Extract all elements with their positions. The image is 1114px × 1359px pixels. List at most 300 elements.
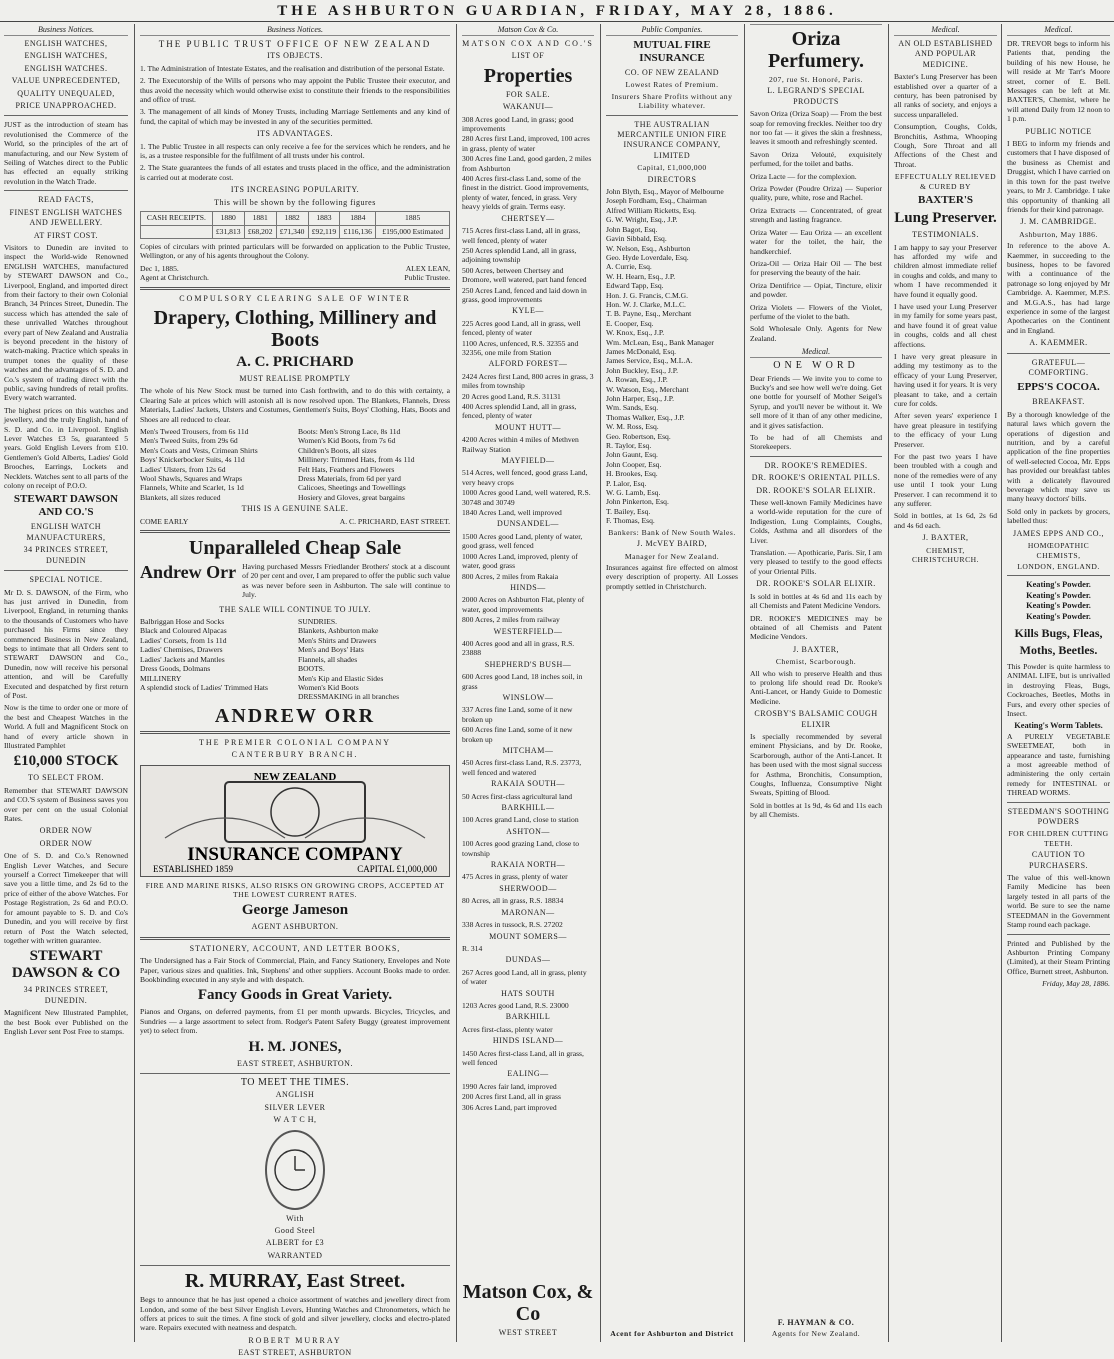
firm-name: JAMES EPPS AND CO.,: [1012, 528, 1105, 538]
ad-title: THE PUBLIC TRUST OFFICE OF NEW ZEALAND: [158, 39, 432, 49]
district-heading: HINDS ISLAND—: [492, 1036, 564, 1046]
signature: Public Trustee.: [404, 273, 450, 283]
ad-line: ANGLISH: [275, 1090, 315, 1100]
ad-paragraph: Oriza Powder (Poudre Oriza) — Superior quality, pure, white, rose and Rachel.: [750, 184, 882, 203]
ad-subtitle: TESTIMONIALS.: [912, 230, 979, 240]
ad-paragraph: One of S. D. and Co.'s Renowned English Lever Watches, and Secure yourself a Correct Timekeeper that will save you a little time, and 2s 6d to the price of either of the above Watches. For Postage Registration, 2s 6d and P.O.O. for amount payable to S. D. and Co's Dunedin, and you will receive by first return of Post the Watch selected, together with written guarantee.: [4, 851, 128, 945]
ad-line: Good Steel: [274, 1226, 316, 1236]
ad-subtitle: DR. ROOKE'S SOLAR ELIXIR.: [756, 485, 876, 495]
masthead: THE ASHBURTON GUARDIAN, FRIDAY, MAY 28, 1886.: [0, 0, 1114, 22]
ad-subtitle: DR. ROOKE'S ORIENTAL PILLS.: [751, 473, 881, 483]
ad-paragraph: Visitors to Dunedin are invited to inspect the World-wide Renowned ENGLISH WATCHES, manufactured by STEWART DAWSON and Co., Liverpool, England, and imported direct from their factory to their own Colonial Branch, 34 Princes Street, Dunedin. The success which has attended the sale of these unrivalled Watches throughout every part of New Zealand and Australia is beyond precedent in the history of watch-making. Practice which speaks in trumpet tones the quality of these watches and the advantages of S. D. and Co.'s system of trading direct with the public, saving hundreds of retail profits. Every watch warranted.: [4, 242, 128, 403]
firm-name: Matson Cox, & Co: [462, 1281, 594, 1325]
district-heading: EALING—: [507, 1069, 549, 1079]
ad-subtitle: ITS ADVANTAGES.: [256, 129, 334, 139]
ad-name: Andrew Orr: [140, 562, 237, 583]
section-header: Business Notices.: [4, 24, 128, 36]
list-item: 475 Acres in grass, plenty of water: [462, 872, 568, 882]
table-cell: [141, 225, 213, 238]
ad-date: Dec 1, 1885.: [140, 263, 179, 273]
list-item: 2424 Acres first Land, 800 acres in grass, 3 miles from township: [462, 371, 594, 391]
divider: [140, 287, 450, 290]
ad-paragraph: Magnificent New Illustrated Pamphlet, the best Book ever Published on the English Lever sent Post Free to stamps.: [4, 1008, 128, 1036]
ad-line: ALBERT for £3: [265, 1238, 325, 1248]
ad-paragraph: Oriza-Oil — Oriza Hair Oil — The best for preserving the beauty of the hair.: [750, 258, 882, 278]
ad-line: THIS IS A GENUINE SALE.: [241, 504, 349, 514]
ad-paragraph: Oriza Violets — Flowers of the Violet, perfume of the violet to the bath.: [750, 302, 882, 321]
ad-date: Ashburton, May 1886.: [1019, 229, 1098, 239]
district-heading: MOUNT HUTT—: [494, 422, 561, 432]
property-list: [462, 435, 594, 454]
ad-title: GRATEFUL—COMFORTING.: [1028, 357, 1089, 377]
ad-paragraph: 1. The Public Trustee in all respects can only receive a fee for the services which he renders, and he is, as a trustee responsible for the fulfilment of all trusts under his control.: [140, 141, 450, 161]
ad-title: PUBLIC NOTICE: [1025, 126, 1092, 136]
list-item: 600 Acres good Land, 18 inches soil, in grass: [462, 672, 583, 691]
agent-name: J. BAXTER,: [922, 533, 969, 543]
price-list: [140, 427, 450, 502]
ad-line: ENGLISH WATCHES,: [24, 39, 108, 48]
property-list: [462, 226, 594, 304]
property-list: [462, 372, 594, 421]
price-list-left: Balbriggan Hose and Socks Black and Coloured Alpacas Ladies' Corsets, from 1s 11d Ladies' Chemises, Drawers Ladies' Jackets and Mantles Dress Goods, Dolmans MILLINERY A splendid stock of Ladies' Trimmed Hats: [140, 617, 268, 692]
ad-line: Insurers Share Profits without any Liability whatever.: [611, 91, 733, 111]
divider: [1007, 934, 1110, 935]
ad-line: FOR SALE.: [505, 89, 551, 99]
list-item: 1203 Acres good Land, R.S. 23000: [462, 1000, 569, 1010]
ad-paragraph: Oriza Extracts — Concentrated, of great strength and lasting fragrance.: [750, 205, 882, 225]
property-list: [462, 944, 594, 953]
ad-subtitle: CAUTION TO PURCHASERS.: [1028, 850, 1089, 870]
list-item: 4200 Acres within 4 miles of Methven Railway Station: [462, 435, 579, 454]
receipts-table: [140, 211, 450, 239]
list-item: 100 Acres good grazing Land, close to township: [462, 839, 580, 858]
list-item: 306 Acres Land, part improved: [462, 1102, 557, 1112]
district-heading: BARKHILL—: [501, 803, 555, 813]
ad-paragraph: Translation. — Apothicarie, Paris. Sir, I am very pleased to testify to the good effects of your Oriental Pills.: [750, 548, 882, 576]
ad-line: COME EARLY: [140, 516, 189, 526]
table-cell: £31,813: [212, 225, 244, 238]
ad-line: FINEST ENGLISH WATCHES AND JEWELLERY.: [9, 207, 123, 228]
list-item: 200 Acres first Land, all in grass: [462, 1092, 561, 1102]
insurance-logo-graphic: [145, 768, 445, 874]
ad-subtitle: ITS INCREASING POPULARITY.: [230, 185, 360, 195]
table-cell: 1885: [376, 212, 450, 225]
ad-paragraph: JUST as the introduction of steam has revolutionised the Commerce of the World, so the principles of the art of manufacturing, and our New System of Seiling of Watches direct to the Public has effected an equally striking revolution in the Watch Trade.: [4, 120, 128, 186]
list-item: 80 Acres, all in grass, R.S. 18834: [462, 896, 564, 906]
ad-subtitle: DR. ROOKE'S SOLAR ELIXIR.: [756, 579, 876, 589]
ad-title: THE PREMIER COLONIAL COMPANY: [198, 737, 392, 747]
divider: [606, 115, 738, 116]
ad-line: ORDER NOW: [39, 826, 93, 836]
divider: [140, 1265, 450, 1266]
divider: [140, 530, 450, 533]
district-heading: WAKANUI—: [502, 102, 554, 112]
ad-title: CROSBY'S BALSAMIC COUGH ELIXIR: [754, 709, 878, 729]
table-cell: 1880: [212, 212, 244, 225]
property-list: [462, 839, 594, 858]
ad-paragraph: In reference to the above A. Kaemmer, in succeeding to the business, hopes to be favored with a continuance of the patronage so long enjoyed by Mr Cambridge. A. Kaemmer, M.P.S. and M.G.A.S., has had large experience in some of the largest Apothecaries on the Continent and in England.: [1007, 241, 1110, 335]
table-cell: £92,119: [308, 225, 340, 238]
address: 34 PRINCES STREET, DUNEDIN: [23, 545, 109, 565]
ad-subtitle: CO. OF NEW ZEALAND: [624, 68, 720, 77]
testimonial: After seven years' experience I have great pleasure in testifying to the efficacy of your Lung Preserver.: [894, 411, 997, 449]
district-heading: RAKAIA NORTH—: [490, 860, 566, 870]
section-header: Business Notices.: [140, 24, 450, 36]
ad-subtitle: CANTERBURY BRANCH.: [231, 750, 359, 760]
property-list: [462, 815, 594, 824]
ad-title: AN OLD ESTABLISHED AND POPULAR MEDICINE.: [898, 39, 993, 69]
issue-date: Friday, May 28, 1886.: [1042, 979, 1110, 989]
list-item: 715 Acres first-class Land, all in grass, well fenced, plenty of water: [462, 226, 581, 245]
ad-line: SILVER LEVER: [264, 1102, 326, 1112]
list-item: 300 Acres fine Land, good garden, 2 miles from Ashburton: [462, 154, 592, 173]
ad-paragraph: Is specially recommended by several eminent Physicians, and by Dr. Rooke, Scarborough, author of the Anti-Lancet. It has been used with the most signal success for Asthma, Bronchitis, Consumption, Coughs, Influenza, Consumptive Night Sweats, Spitting of Blood.: [750, 731, 882, 798]
ad-line: PRICE UNAPPROACHED.: [15, 101, 117, 111]
ad-headline: Lung Preserver.: [894, 210, 997, 227]
testimonial: I have very great pleasure in adding my testimony as to the efficacy of your Lung Preserver, having used it for years. It is very pleasant to take, and a certain cure for colds.: [894, 351, 997, 408]
column-rule: [456, 24, 457, 1342]
property-list: [462, 595, 594, 624]
watch-icon: [265, 1130, 325, 1210]
ad-paragraph: By a thorough knowledge of the natural laws which govern the operations of digestion and nutrition, and by a careful application of the fine properties of well-selected Cocoa, Mr. Epps has provided our breakfast tables with a delicately flavoured beverage which may save us many heavy doctors' bills.: [1007, 409, 1110, 504]
ad-line: ENGLISH WATCHES.: [24, 63, 108, 73]
list-item: Acres first-class, plenty water: [462, 1024, 553, 1034]
list-item: 514 Acres, well fenced, good grass Land, very heavy crops: [462, 468, 588, 487]
agent-name: George Jameson: [241, 902, 349, 919]
ad-paragraph: Is sold in bottles at 4s 6d and 11s each by all Chemists and Patent Medicine Vendors.: [750, 591, 882, 611]
column-rule: [1001, 24, 1002, 1342]
ad-paragraph: Pianos and Organs, on deferred payments, from £1 per month upwards. Bicycles, Tricycles, and Sundries — a large assortment to select from. Rodger's Patent Safety Buggy (greatest improvement yet) to select from.: [140, 1007, 450, 1036]
list-item: R. 314: [462, 943, 483, 953]
agent-name: F. HAYMAN & CO.: [777, 1317, 855, 1327]
ad-paragraph: Sold Wholesale Only. Agents for New Zealand.: [750, 324, 882, 343]
ad-title: THE AUSTRALIAN MERCANTILE UNION FIRE INSURANCE COMPANY, LIMITED: [617, 119, 727, 160]
agent-footer: Acent for Ashburton and District: [610, 1328, 734, 1338]
ad-paragraph: Savon Oriza Velouté, exquisitely perfumed, for the toilet and baths.: [750, 149, 882, 169]
list-item: 338 Acres in tussock, R.S. 27202: [462, 920, 563, 930]
column-3: [458, 24, 598, 1342]
list-item: 2000 Acres on Ashburton Flat, plenty of water, good improvements: [462, 595, 585, 614]
list-item: 1840 Acres Land, well improved: [462, 508, 562, 518]
ad-title: STEEDMAN'S SOOTHING POWDERS: [1007, 806, 1110, 827]
ad-headline: Oriza Perfumery.: [767, 28, 865, 72]
ad-line: 207, rue St. Honoré, Paris.: [768, 75, 864, 84]
list-item: 400 Acres good and all in grass, R.S. 23888: [462, 638, 575, 658]
list-item: 250 Acres Land, fenced and laid down in grass, good improvements: [462, 285, 587, 304]
divider: [1007, 575, 1110, 576]
table-row: [141, 212, 450, 225]
column-rule: [600, 24, 601, 1342]
ad-line: This will be shown by the following figures: [214, 197, 376, 207]
section-header: [750, 24, 882, 25]
ad-paragraph: Baxter's Lung Preserver has been established over a quarter of a century, has been patronised by all ranks of society, and enjoys a success unparalleled.: [894, 72, 997, 119]
ad-paragraph: Oriza Dentifrice — Opiat, Tincture, elixir and powder.: [750, 280, 882, 300]
property-list: [462, 968, 594, 987]
ad-line: THE SALE WILL CONTINUE TO JULY.: [219, 604, 371, 614]
list-item: 1500 Acres good Land, plenty of water, good grass, well fenced: [462, 531, 583, 551]
ad-line: Keating's Powder.: [1026, 590, 1091, 600]
ad-line: Chemist, Scarborough.: [775, 657, 857, 667]
table-cell: 1881: [244, 212, 276, 225]
ad-line: FIRE AND MARINE RISKS, ALSO RISKS ON GROWING CROPS, ACCEPTED AT THE LOWEST CURRENT RATES.: [145, 880, 445, 899]
ad-line: Bankers: Bank of New South Wales.: [608, 527, 736, 537]
logo-text-est: ESTABLISHED 1859: [153, 863, 234, 874]
list-item: 500 Acres, between Chertsey and Dromore, well watered, part hand fenced: [462, 265, 587, 285]
ad-line: READ FACTS,: [38, 195, 94, 205]
divider: [140, 1073, 450, 1074]
directors-list: John Blyth, Esq., Mayor of Melbourne Joseph Fordham, Esq., Chairman Alfred William Ricketts, Esq. G. W. Wright, Esq., J.P. John Bagot, Esq. Gavin Sibbald, Esq. W. Nelson, Esq., Ashburton Geo. Hyde Loverdale, Esq. A. Currie, Esq. W. H. Hearn, Esq., J.P. Edward Tapp, Esq. Hon. J. G. Francis, C.M.G. Hon. W. J. Clarke, M.L.C. T. B. Payne, Esq., Merchant E. Cooper, Esq. W. Knox, Esq., J.P. Wm. McLean, Esq., Bank Manager James McDonald, Esq. James Service, Esq., M.L.A. John Buckley, Esq., J.P. A. Rowan, Esq., J.P. W. Watson, Esq., Merchant John Harper, Esq., J.P. Wm. Sands, Esq. Thomas Walker, Esq., J.P. W. M. Ross, Esq. Geo. Robertson, Esq. R. Taylor, Esq. John Gaunt, Esq. John Cooper, Esq. H. Brookes, Esq. P. Lalor, Esq. W. G. Lamb, Esq. John Pinkerton, Esq. T. Bailey, Esq. F. Thomas, Esq.: [606, 187, 724, 526]
ad-headline: EPPS'S COCOA.: [1017, 381, 1100, 394]
signature: J. M. CAMBRIDGE.: [1020, 217, 1097, 227]
ad-line: ENGLISH WATCH MANUFACTURERS,: [26, 522, 106, 542]
ad-line: Capital, £1,000,000: [637, 163, 707, 173]
property-list: [462, 1049, 594, 1068]
divider: [1007, 353, 1110, 354]
ad-paragraph: Now is the time to order one or more of the best and Cheapest Watches in the World. A full and Magnificent Stock on hand of every article shown in Illustrated Pamphlet: [4, 703, 128, 750]
ad-paragraph: Savon Oriza (Oriza Soap) — From the best soap for removing freckles. Neither too dry nor too fat — it gives the skin a freshness, leaves it smooth and refreshingly scented.: [750, 109, 882, 147]
ad-headline: R. MURRAY, East Street.: [184, 1270, 406, 1293]
ad-headline: Kills Bugs, Fleas, Moths, Beetles.: [1014, 625, 1103, 657]
section-header: Medical.: [894, 24, 997, 36]
ad-title: COMPULSORY CLEARING SALE OF WINTER: [179, 293, 411, 303]
district-heading: SHERWOOD—: [499, 883, 557, 893]
divider: [4, 190, 128, 191]
ad-line: Keating's Powder.: [1026, 611, 1091, 621]
ad-headline: Unparalleled Cheap Sale: [188, 537, 402, 560]
district-heading: DUNSANDEL—: [497, 519, 559, 529]
table-cell: £68,202: [244, 225, 276, 238]
property-list: [462, 920, 594, 929]
property-list: [462, 115, 594, 212]
property-list: [462, 319, 594, 358]
ad-subtitle: BREAKFAST.: [1032, 397, 1085, 407]
ad-line: W A T C H,: [273, 1115, 317, 1125]
table-cell: 1882: [276, 212, 308, 225]
price-list-right: Boots: Men's Strong Lace, 8s 11d Women's Kid Boots, from 7s 6d Children's Boots, all sizes Millinery: Trimmed Hats, from 4s 11d Felt Hats, Feathers and Flowers Dress Materials, from 6d per yard Calicoes, Sheetings and Towellings Hosiery and Gloves, great bargains: [298, 426, 415, 502]
ad-title: DR. ROOKE'S REMEDIES.: [764, 460, 868, 470]
ad-paragraph: Oriza Water — Eau Oriza — an excellent water for the toilet, the hair, the handkerchief.: [750, 227, 882, 256]
ad-paragraph: All who wish to preserve Health and thus to prolong life should read Dr. Rooke's Anti-Lancet, or Handy Guide to Domestic Medicine.: [750, 668, 882, 706]
district-heading: HINDS—: [510, 582, 546, 592]
list-item: 1000 Acres good Land, well watered, R.S. 30748 and 30749: [462, 488, 591, 507]
property-list: [462, 758, 594, 777]
agent-name: J. McVEY BAIRD,: [636, 539, 708, 549]
signature: ROBERT MURRAY: [248, 1335, 342, 1345]
column-6: [890, 24, 1001, 1342]
address: LONDON, ENGLAND.: [1017, 561, 1100, 571]
ad-paragraph: The whole of his New Stock must be turned into Cash forthwith, and to do this with certainty, a Clearing Sale at prices which will astonish all is now resolved upon. The Blankets, Flannels, Dress Materials, Ladies' Jackets, Ulsters and Costumes, Gentlemen's Suits, Boys' Clothing, Hats, Boots and Shoes are all reduced to clear.: [140, 386, 450, 424]
ad-line: HOMŒOPATHIC CHEMISTS,: [1027, 541, 1090, 560]
district-heading: DUNDAS—: [505, 955, 551, 965]
district-heading: ALFORD FOREST—: [488, 359, 568, 369]
list-item: 1100 Acres, unfenced, R.S. 32355 and 32356, one mile from Station: [462, 338, 579, 357]
ad-line: Keating's Powder.: [1026, 601, 1091, 611]
table-row: [141, 225, 450, 238]
address: WEST STREET: [498, 1327, 558, 1337]
ad-headline: Drapery, Clothing, Millinery and Boots: [153, 306, 437, 351]
list-item: 250 Acres splendid Land, all in grass, adjoining township: [462, 245, 577, 265]
logo-text-main: INSURANCE COMPANY: [187, 843, 403, 865]
list-item: 800 Acres, 2 miles from railway: [462, 615, 560, 625]
ad-paragraph: The Undersigned has a Fair Stock of Commercial, Plain, and Fancy Stationery, Envelopes and Note Paper, various sizes and qualities. Ink, Stephens' and other suppliers. Account Books made to order. Bookbinding executed in any style and with despatch.: [140, 956, 450, 984]
ad-paragraph: The value of this well-known Family Medicine has been largely tested in all parts of the world. Be sure to see the name STEEDMAN in the Government Stamp round each package.: [1007, 873, 1110, 930]
ad-line: EFFECTUALLY RELIEVED & CURED BY: [894, 172, 997, 191]
testimonial: I have used your Lung Preserver in my family for some years past, and have found it of great value in coughs, colds and all chest affections.: [894, 301, 997, 349]
property-list: [462, 872, 594, 881]
table-cell: 1884: [340, 212, 376, 225]
table-cell: £195,000 Estimated: [376, 225, 450, 238]
agent-name: J. BAXTER,: [792, 644, 840, 654]
property-list: [462, 1082, 594, 1112]
insurance-company-logo: [140, 765, 450, 877]
ad-line: SPECIAL NOTICE.: [29, 575, 103, 585]
ad-paragraph: 1. The Administration of Intestate Estates, and the realisation and distribution of the personal Estate.: [140, 63, 445, 73]
ad-title: ONE WORD: [773, 360, 859, 372]
signature-row: [140, 273, 450, 282]
ad-line: Agent at Christchurch.: [140, 273, 209, 283]
divider: [140, 937, 450, 940]
ad-title: STATIONERY, ACCOUNT, AND LETTER BOOKS,: [189, 943, 401, 953]
table-cell: £71,340: [276, 225, 308, 238]
ad-intro: [140, 562, 450, 603]
column-1: [0, 24, 132, 1342]
testimonial: I am happy to say your Preserver has afforded my wife and children almost immediate relief in coughs and colds, and many to whom I have recommended it have found it equally good.: [894, 242, 997, 299]
signature: ALEX LEAN,: [405, 263, 450, 273]
property-list: [462, 896, 594, 905]
signature-row: [140, 264, 450, 273]
ad-name: A. C. PRICHARD: [236, 353, 354, 370]
property-list: [462, 639, 594, 658]
list-item: 225 Acres good Land, all in grass, well fenced, plenty of water: [462, 318, 581, 338]
ad-paragraph: 2. The State guarantees the funds of all estates and trusts placed in the office, and the administration is carried out at moderate cost.: [140, 163, 450, 182]
ad-paragraph: Oriza Lacte — for the complexion.: [750, 171, 857, 181]
firm-name: STEWART DAWSON & CO: [11, 948, 121, 982]
ad-line: WARRANTED: [267, 1250, 323, 1260]
table-cell: CASH RECEIPTS.: [141, 212, 213, 225]
ad-headline: MUTUAL FIRE INSURANCE: [633, 39, 711, 64]
ad-subtitle: FOR CHILDREN CUTTING TEETH.: [1008, 829, 1109, 848]
ad-title: MATSON COX AND CO.'S: [462, 39, 594, 48]
ad-headline: BAXTER'S: [917, 194, 974, 207]
list-item: 1450 Acres first-class Land, all in grass, well fenced: [462, 1048, 584, 1067]
ad-line: Agents for New Zealand.: [771, 1328, 861, 1338]
section-header: Medical.: [1007, 24, 1110, 36]
column-rule: [134, 24, 135, 1342]
district-heading: CHERTSEY—: [501, 213, 555, 223]
ad-paragraph: Sold in bottles at 1s 9d, 4s 6d and 11s each by all Chemists.: [750, 800, 882, 820]
district-heading: MARONAN—: [501, 907, 555, 917]
list-item: 1000 Acres Land, improved, plenty of water, good grass: [462, 551, 578, 571]
ad-line: With: [286, 1213, 304, 1223]
divider: [1007, 802, 1110, 803]
ad-paragraph: The highest prices on this watches and jewellery, and the truly English, hand of S. D. and Co. in Liverpool. English Lever Watches £3 5s, guaranteed 5 years. Gold English Levers from £10. Gentlemen's Gold Alberts, Ladies' Gold Brooches, Earrings, Lockets and Necklets. Watches sent to all parts of the colony on receipt of P.O.O.: [4, 405, 128, 491]
logo-text-capital: CAPITAL £1,000,000: [357, 863, 437, 874]
ad-line: Lowest Rates of Premium.: [625, 80, 719, 90]
table-cell: 1883: [308, 212, 340, 225]
list-item: 337 Acres fine Land, some of it new broken up: [462, 705, 573, 724]
district-heading: SHEPHERD'S BUSH—: [484, 659, 572, 669]
ad-line: AGENT ASHBURTON.: [251, 922, 339, 932]
ad-headline: Properties: [483, 64, 573, 87]
column-rule: [744, 24, 745, 1342]
ad-subtitle: LIST OF: [511, 51, 545, 61]
divider: [750, 456, 882, 457]
ad-paragraph: 2. The Executorship of the Wills of persons who may appoint the Public Trustee their executor, and thus avoid the necessity which would otherwise exist to constitute their friends to the responsibilities and office of trust.: [140, 76, 450, 105]
ad-paragraph: Mr D. S. DAWSON, of the Firm, who has just arrived in Dunedin, from Liverpool, England, in returning thanks to the thousands of Customers who have purchased his Firms since they commenced Business in New Zealand, begs to intimate that all Orders sent to STEWART DAWSON and Co., Dunedin, now will receive his personal attention, and will be Carefully Executed and despatched by first return of Post.: [4, 587, 128, 700]
district-heading: WINSLOW—: [502, 692, 554, 702]
ad-subtitle: ITS OBJECTS.: [267, 51, 323, 61]
signature: A. KAEMMER.: [1029, 338, 1088, 348]
ad-line: AT FIRST COST.: [33, 230, 99, 240]
column-rule: [888, 24, 889, 1342]
column-7: [1003, 24, 1114, 1342]
district-heading: MOUNT SOMERS—: [489, 931, 567, 941]
ad-paragraph: I BEG to inform my friends and customers that I have disposed of the business as Chemist and Druggist, which I have carried on in this town for the past twelve years, to Mr J. Cambridge. I take this opportunity of thanking all friends for their kind patronage.: [1007, 139, 1110, 214]
ad-name: H. M. JONES,: [248, 1038, 342, 1055]
district-heading: HATS SOUTH: [501, 988, 555, 998]
ad-line: Keating's Powder.: [1026, 580, 1091, 590]
price-list: [140, 617, 450, 702]
column-5: [746, 24, 886, 1342]
ad-title: TO MEET THE TIMES.: [240, 1077, 350, 1088]
ad-line: QUALITY UNEQUALED,: [17, 88, 115, 98]
ad-line: ENGLISH WATCHES,: [24, 51, 108, 61]
district-heading: BARKHILL: [505, 1012, 551, 1022]
property-list: [462, 532, 594, 581]
ad-paragraph: 3. The management of all kinds of Money Trusts, including Marriage Settlements and any kind of fund, the capital of which may be invested in any of the securities permitted.: [140, 107, 450, 126]
stock-headline: £10,000 STOCK: [13, 753, 119, 770]
ad-paragraph: DR. TREVOR begs to inform his Patients that, pending the building of his new House, he will reside at Mr Tarr's Moore street, corner of E. Bell. Messages can be left at Mr. BAXTER'S, Chemist, where he will attend Daily from 12 noon to 1 p.m.: [1007, 39, 1110, 124]
address: 34 PRINCES STREET, DUNEDIN.: [23, 985, 109, 1005]
property-list: [462, 468, 594, 517]
ad-paragraph: Copies of circulars with printed particulars will be forwarded on application to the Public Trustee, Wellington, or any of his agents throughout the Colony.: [140, 241, 450, 261]
ad-paragraph: Insurances against fire effected on almost every description of property. All Losses promptly settled in Christchurch.: [606, 562, 738, 591]
column-2: [136, 24, 454, 1358]
ad-line: TO SELECT FROM.: [28, 773, 104, 783]
ad-paragraph: Begs to announce that he has just opened a choice assortment of watches and jewellery direct from London, and some of the best Silver English Levers, Hunting Watches and Chronometers, which he offers at prices to suit the times. A fine stock of gold and silver jewellery, clocks and electro-plated ware. Repairs executed with neatness and despatch.: [140, 1295, 450, 1333]
ad-paragraph: Sold in bottles, at 1s 6d, 2s 6d and 4s 6d each.: [894, 511, 997, 530]
ad-subtitle: L. LEGRAND'S SPECIAL PRODUCTS: [767, 86, 865, 106]
list-item: 400 Acres splendid Land, all in grass, fenced, plenty of water: [462, 402, 577, 421]
property-list: [462, 1025, 594, 1034]
ad-line: VALUE UNPRECEDENTED,: [11, 76, 121, 86]
address: EAST STREET, ASHBURTON: [238, 1348, 352, 1358]
property-list: [462, 672, 594, 691]
logo-text-top: NEW ZEALAND: [253, 770, 337, 783]
ad-paragraph: This Powder is quite harmless to ANIMAL LIFE, but is unrivalled in destroying Fleas, Bugs, Cockroaches, Beetles, Moths in Furs, and every other species of Insect.: [1007, 661, 1110, 718]
property-list: [462, 1001, 594, 1010]
list-item: 800 Acres, 2 miles from Rakaia: [462, 571, 559, 581]
section-header: Public Companies.: [606, 24, 738, 36]
list-item: 400 Acres first-class Land, some of the finest in the district. Good improvements, plenty of water, fenced, in grass. Very heavy yields of grain. Terms easy.: [462, 174, 589, 212]
list-item: 1990 Acres fair land, improved: [462, 1081, 557, 1091]
district-heading: MAYFIELD—: [501, 456, 555, 466]
section-header: Medical.: [750, 346, 882, 358]
imprint: Printed and Published by the Ashburton Printing Company (Limited), at their Steam Printing Office, Burnett street, Ashburton.: [1007, 938, 1110, 976]
ad-paragraph: Sold only in packets by grocers, labelled thus:: [1007, 506, 1110, 526]
ad-paragraph: Dear Friends — We invite you to come to Bucky's and see how well we're doing. Get one bottle for yourself of Mother Seigel's Syrup, and you'll never be without it. We sell more of it than of any other medicine, and it gives satisfaction.: [750, 373, 882, 430]
ad-headline: Fancy Goods in Great Variety.: [197, 987, 393, 1004]
divider: [4, 570, 128, 571]
divider: [140, 731, 450, 734]
ad-paragraph: Consumption, Coughs, Colds, Bronchitis, Asthma, Whooping Cough, Sore Throat and all Affections of the Chest and Throat.: [894, 122, 997, 169]
ad-name: ANDREW ORR: [214, 704, 376, 727]
ad-paragraph: Having purchased Messrs Friedlander Brothers' stock at a discount of 20 per cent and over, I am prepared to offer the public such value as was never before seen in Ashburton. The sale will continue to July.: [242, 562, 450, 600]
ad-line: Manager for New Zealand.: [624, 551, 720, 561]
firm-name: STEWART DAWSON AND CO.'S: [13, 493, 119, 519]
list-item: 50 Acres first-class agricultural land: [462, 791, 573, 801]
watch-face-icon: [272, 1147, 318, 1193]
